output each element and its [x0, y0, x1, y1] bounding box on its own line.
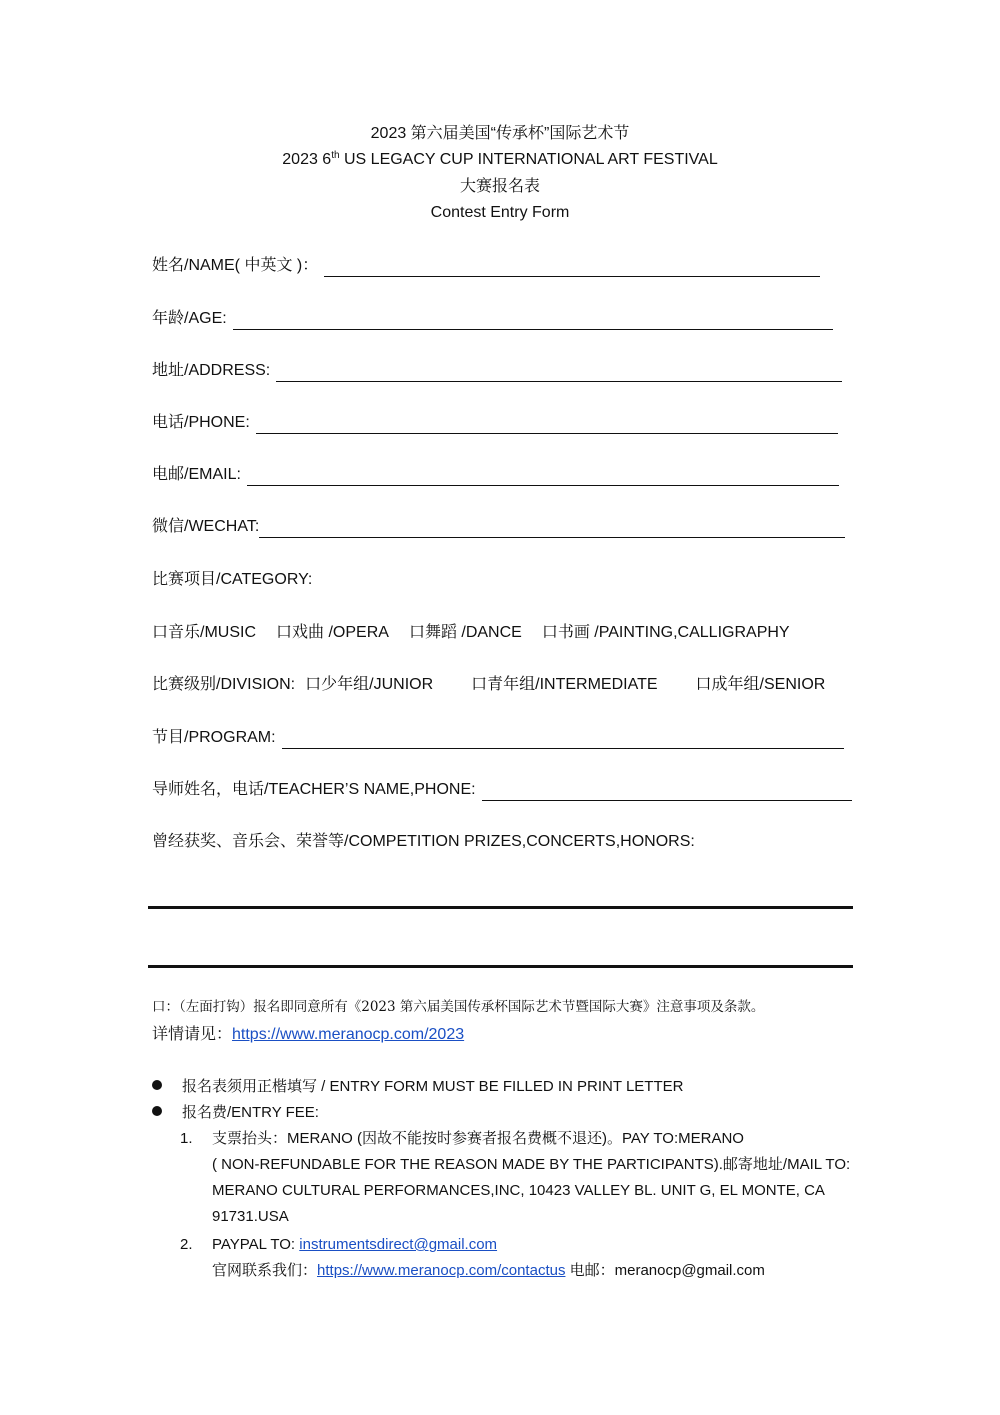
fee-item-2	[180, 1232, 860, 1258]
wechat-field	[152, 516, 845, 538]
paypal-email-link[interactable]: instrumentsdirect@gmail.com	[299, 1236, 498, 1253]
email-label: 电邮/EMAIL:	[152, 466, 241, 483]
teacher-blank[interactable]	[482, 784, 852, 801]
honors-label: 曾经获奖、音乐会、荣誉等/COMPETITION PRIZES,CONCERTS,HONORS:	[152, 833, 695, 850]
wechat-blank[interactable]	[259, 521, 845, 538]
phone-label: 电话/PHONE:	[152, 414, 250, 431]
contact-email: 电邮：meranocp@gmail.com	[565, 1262, 765, 1279]
fee-item-2-number: 2.	[180, 1236, 193, 1253]
program-blank[interactable]	[282, 732, 844, 749]
form-title-chinese: 大赛报名表	[459, 178, 540, 195]
address-field	[152, 360, 842, 382]
category-heading	[152, 569, 312, 591]
program-label: 节目/PROGRAM:	[152, 729, 276, 746]
age-blank[interactable]	[233, 313, 833, 330]
fee-item-1-line-1: 支票抬头：MERANO (因故不能按时参赛者报名费概不退还)。PAY TO:MERANO	[212, 1130, 744, 1147]
title-english	[0, 150, 1000, 170]
honors-line-1[interactable]	[148, 906, 853, 909]
teacher-field	[152, 779, 852, 801]
details-line	[152, 1024, 464, 1046]
program-field	[152, 727, 844, 749]
bullet-dot-icon	[152, 1106, 162, 1116]
fee-item-1-number: 1.	[180, 1130, 193, 1147]
title-english-suffix: US LEGACY CUP INTERNATIONAL ART FESTIVAL	[339, 151, 718, 168]
teacher-label: 导师姓名，电话/TEACHER’S NAME,PHONE:	[152, 781, 476, 798]
contact-line	[212, 1258, 765, 1284]
name-label: 姓名/NAME( 中英文 )：	[152, 257, 319, 274]
category-options	[152, 622, 790, 644]
phone-field	[152, 412, 838, 434]
bullet-entry-fee	[152, 1102, 319, 1124]
contact-link[interactable]: https://www.meranocp.com/contactus	[317, 1262, 566, 1279]
email-field	[152, 464, 839, 486]
form-title-english: Contest Entry Form	[430, 204, 570, 221]
category-dance-checkbox[interactable]: 口舞蹈 /DANCE	[408, 624, 522, 641]
category-label: 比赛项目/CATEGORY:	[152, 571, 313, 588]
address-blank[interactable]	[276, 365, 842, 382]
age-label: 年龄/AGE:	[152, 310, 227, 327]
address-label: 地址/ADDRESS:	[152, 362, 271, 379]
name-blank[interactable]	[324, 260, 820, 277]
division-senior-checkbox[interactable]: 口成年组/SENIOR	[695, 676, 826, 693]
email-blank[interactable]	[247, 469, 839, 486]
bullet-print-letter-text: 报名表须用正楷填写 / ENTRY FORM MUST BE FILLED IN PRINT LETTER	[182, 1078, 684, 1095]
honors-line-2[interactable]	[148, 965, 853, 968]
title-english-sup: th	[331, 150, 340, 161]
category-painting-checkbox[interactable]: 口书画 /PAINTING,CALLIGRAPHY	[541, 624, 790, 641]
division-label: 比赛级别/DIVISION:	[152, 676, 296, 693]
bullet-dot-icon	[152, 1080, 162, 1090]
contact-label: 官网联系我们：	[212, 1262, 318, 1279]
bullet-print-letter	[152, 1076, 683, 1098]
details-link[interactable]: https://www.meranocp.com/2023	[232, 1026, 465, 1043]
wechat-label: 微信/WECHAT:	[152, 518, 260, 535]
fee-item-1-line-2: ( NON-REFUNDABLE FOR THE REASON MADE BY THE PARTICIPANTS).邮寄地址/MAIL TO:	[212, 1156, 851, 1173]
division-junior-checkbox[interactable]: 口少年组/JUNIOR	[305, 676, 434, 693]
paypal-label: PAYPAL TO:	[212, 1236, 300, 1253]
category-music-checkbox[interactable]: 口音乐/MUSIC	[152, 624, 257, 641]
fee-item-1	[180, 1126, 860, 1152]
phone-blank[interactable]	[256, 417, 838, 434]
title-chinese: 2023 第六届美国“传承杯”国际艺术节	[370, 125, 630, 142]
title-english-prefix: 2023 6	[282, 151, 332, 168]
name-field	[152, 255, 820, 277]
details-label: 详情请见：	[152, 1026, 233, 1043]
age-field	[152, 308, 833, 330]
fee-item-1-line-3: MERANO CULTURAL PERFORMANCES,INC, 10423 VALLEY BL. UNIT G, EL MONTE, CA	[212, 1182, 825, 1199]
fee-item-1-line-4: 91731.USA	[212, 1208, 289, 1225]
category-opera-checkbox[interactable]: 口戏曲 /OPERA	[276, 624, 389, 641]
division-intermediate-checkbox[interactable]: 口青年组/INTERMEDIATE	[471, 676, 658, 693]
agreement-checkbox-text[interactable]: 口：（左面打钩）报名即同意所有《2023 第六届美国传承杯国际艺术节暨国际大赛》注意事项及条款。	[152, 999, 765, 1015]
honors-field	[152, 831, 695, 853]
bullet-entry-fee-text: 报名费/ENTRY FEE:	[182, 1104, 319, 1121]
division-options	[152, 674, 825, 696]
